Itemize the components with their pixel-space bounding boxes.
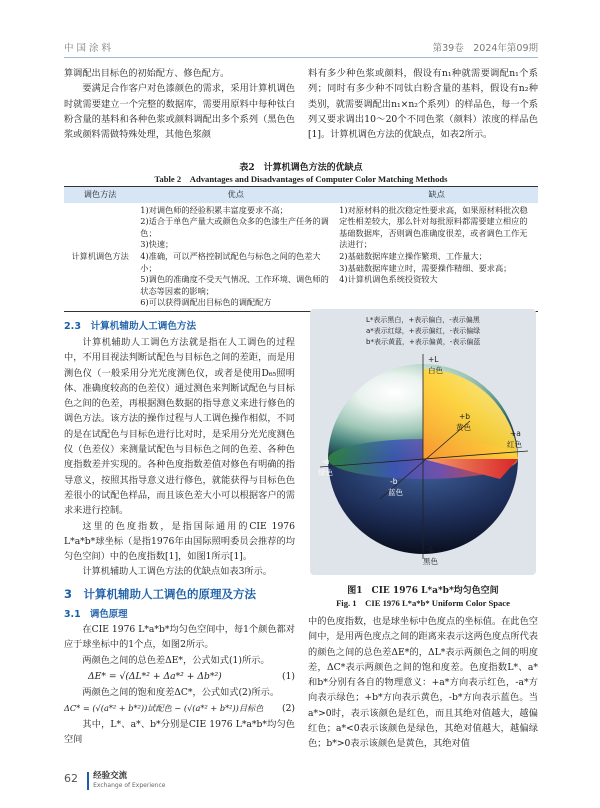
legend-line: L*表示黑白，+表示偏白，-表示偏黑 xyxy=(366,316,480,324)
section-heading: 2.3 计算机辅助人工调色方法 xyxy=(64,321,197,332)
list-item: 1)对调色师的经验积累丰富度要求不高； xyxy=(140,204,288,215)
label-blue: 蓝色 xyxy=(388,488,403,497)
column-name-cn: 经验交流 xyxy=(93,771,128,781)
paragraph: 中的色度指数，也是球坐标中色度点的坐标值。在此色空间中，是用两色度点之间的距离来表示这两色度点所代表的颜色之间的总色差ΔE*的，ΔL*表示两颜色之间的明度差，ΔC*表示两颜色之间的饱和度差。色度指数L*、a*和b*分别有各自的物理意义：+a*方向表示红色，-a*方向表示绿色；+b*方向表示黄色，-b*方向表示蓝色。当a*>0时，表示该颜色是红色，而且其绝对值越大，越偏红色；a*<0表示该颜色是绿色，其绝对值越大，越偏绿色；b*>0表示该颜色是黄色，其绝对值 xyxy=(308,616,538,750)
journal-name: 中 国 涂 料 xyxy=(64,43,112,54)
label-black: 黑色 xyxy=(423,557,438,566)
label-plus-b: +b xyxy=(459,412,471,421)
list-item: 2)适合于单色产量大或颜色众多的色漆生产任务的调色； xyxy=(140,216,329,238)
equation-text: ΔC* = (√(a*² + b*²))试配色 − (√(a*² + b*²))目标色 xyxy=(64,703,264,714)
table-header: 优点 xyxy=(227,189,244,199)
top-left-column xyxy=(64,66,295,142)
table-caption-en: Table 2 Advantages and Disadvantages of Computer Color Matching Methods xyxy=(154,174,448,184)
equation-number: (2) xyxy=(281,703,295,715)
section-heading: 3 计算机辅助人工调色的原理及方法 xyxy=(64,587,256,601)
paragraph: 两颜色之间的饱和度差ΔC*，公式如式(2)所示。 xyxy=(82,686,280,698)
paragraph: 这里的色度指数，是指国际通用的CIE 1976 L*a*b*球坐标（是指1976年由国际照明委员会推荐的均匀色空间）中的色度指数[1]，如图1所示[1]。 xyxy=(64,520,295,563)
paragraph: 料有多少种色浆或颜料，假设有n₁种就需要调配n₁个系列；同时有多少种不同钛白粉含量的基料，假设有n₂种类别，就需要调配出n₁×n₂个系列）的样品色，每一个系列又要求调出10～20个不同色浆（颜料）浓度的样品色[1]。计算机调色方法的优缺点，如表2所示。 xyxy=(308,68,538,141)
column-label xyxy=(87,772,165,790)
equation-1 xyxy=(64,668,295,685)
figure-caption-cn: 图1 CIE 1976 L*a*b*均匀色空间 xyxy=(347,586,499,596)
paragraph: 算调配出目标色的初始配方、修色配方。 xyxy=(64,68,230,79)
label-minus-l: -L xyxy=(427,545,434,554)
right-bottom-column xyxy=(308,614,538,752)
list-item: 6)可以获得调配出目标色的调配配方 xyxy=(140,297,272,308)
list-item: 3)快速； xyxy=(140,239,174,250)
list-item: 3)基础数据库建立时，需要操作精细、要求高； xyxy=(339,262,512,273)
paragraph: 两颜色之间的总色差ΔE*，公式如式(1)所示。 xyxy=(82,654,270,666)
label-white: 白色 xyxy=(428,366,443,375)
table-cell-method: 计算机调色方法 xyxy=(71,250,129,261)
figure-caption-en: Fig. 1 CIE 1976 L*a*b* Uniform Color Space xyxy=(336,598,510,608)
paragraph: 在CIE 1976 L*a*b*均匀色空间中，每1个颜色都对应于球坐标中的1个点，如图2所示。 xyxy=(64,624,295,651)
section-2-3 xyxy=(64,318,295,580)
column-name-en: Exchange of Experience xyxy=(93,782,166,789)
paragraph: 其中，L*、a*、b*分别是CIE 1976 L*a*b*均匀色空间 xyxy=(64,719,295,746)
paragraph: 计算机辅助人工调色方法的优缺点如表3所示。 xyxy=(82,566,272,578)
color-sphere-illustration xyxy=(310,309,536,575)
advantages-table xyxy=(64,186,538,312)
table-cell-cons xyxy=(335,203,538,312)
label-plus-a: +a xyxy=(510,429,521,438)
section-3 xyxy=(64,586,295,748)
equation-2 xyxy=(64,700,295,717)
issue-label: 第39卷 2024年第09期 xyxy=(432,43,538,54)
list-item: 4)计算机调色系统投资较大 xyxy=(339,274,438,285)
label-minus-a: -a xyxy=(322,457,330,466)
list-item: 4)准确，可以严格控制试配色与标色之间的色差大小； xyxy=(140,250,321,273)
paragraph: 要满足合作客户对色漆颜色的需求，采用计算机调色时就需要建立一个完整的数据库，需要用原料中每种钛白粉含量的基料和各种色浆或颜料调配出多个系列（黑色色浆或颜料需做特殊处理，其他色浆颜 xyxy=(64,83,295,141)
legend-line: a*表示红绿，+表示偏红，-表示偏绿 xyxy=(366,327,481,335)
legend-line: b*表示黄蓝，+表示偏黄，-表示偏蓝 xyxy=(366,338,481,346)
label-yellow: 黄色 xyxy=(456,423,471,432)
label-green: 绿色 xyxy=(318,468,333,477)
figure-1-image xyxy=(310,309,536,575)
list-item: 2)基础数据库建立操作繁琐、工作量大； xyxy=(339,250,487,261)
page-number: 62 xyxy=(64,772,78,785)
label-red: 红色 xyxy=(507,440,522,449)
list-item: 1)对原材料的批次稳定性要求高，如果原材料批次稳定性相差较大，那么针对每批原料都需要建立相应的基础数据库，否则调色准确度很差，或者调色工作无法进行； xyxy=(339,204,528,250)
paragraph: 计算机辅助人工调色方法就是指在人工调色的过程中，不用目视法判断试配色与目标色之间的差距，而是用测色仪（一般采用分光光度测色仪，或者是使用D₆₅照明体、准确度较高的色差仪）通过测色来判断试配色与目标色之间的色差，再根据测色数据的指导意义来进行修色的调色方法。该方法的操作过程与人工调色操作相似，不同的是在试配色与目标色进行比对时，是采用分光光度测色仪（色差仪）来测量试配色与目标色之间的色差、各种色度指数差并实现的。各种色度指数差值对修色有明确的指导意义，按照其指导意义进行修色，就能获得与目标色色差很小的试配色样品，而且该色差大小可以根据客户的需求来进行控制。 xyxy=(64,337,295,517)
label-minus-b: -b xyxy=(390,477,398,486)
page-footer xyxy=(64,772,165,791)
header-rule xyxy=(64,57,538,58)
table-header: 调色方法 xyxy=(83,189,117,199)
top-right-column xyxy=(308,66,538,142)
table-header: 缺点 xyxy=(428,189,445,199)
figure-legend xyxy=(366,315,480,348)
subsection-heading: 3.1 调色原理 xyxy=(64,609,128,620)
equation-number: (1) xyxy=(281,670,295,682)
table-caption-cn: 表2 计算机调色方法的优缺点 xyxy=(239,163,363,173)
table-cell-pros xyxy=(136,203,335,312)
equation-text: ΔE* = √(ΔL*² + Δa*² + Δb*²) xyxy=(88,670,222,682)
yellow-wedge xyxy=(423,369,518,459)
label-plus-l: +L xyxy=(428,355,439,364)
list-item: 5)调色的准确度不受天气情况、工作环境、调色师的状态等因素的影响； xyxy=(140,274,329,296)
